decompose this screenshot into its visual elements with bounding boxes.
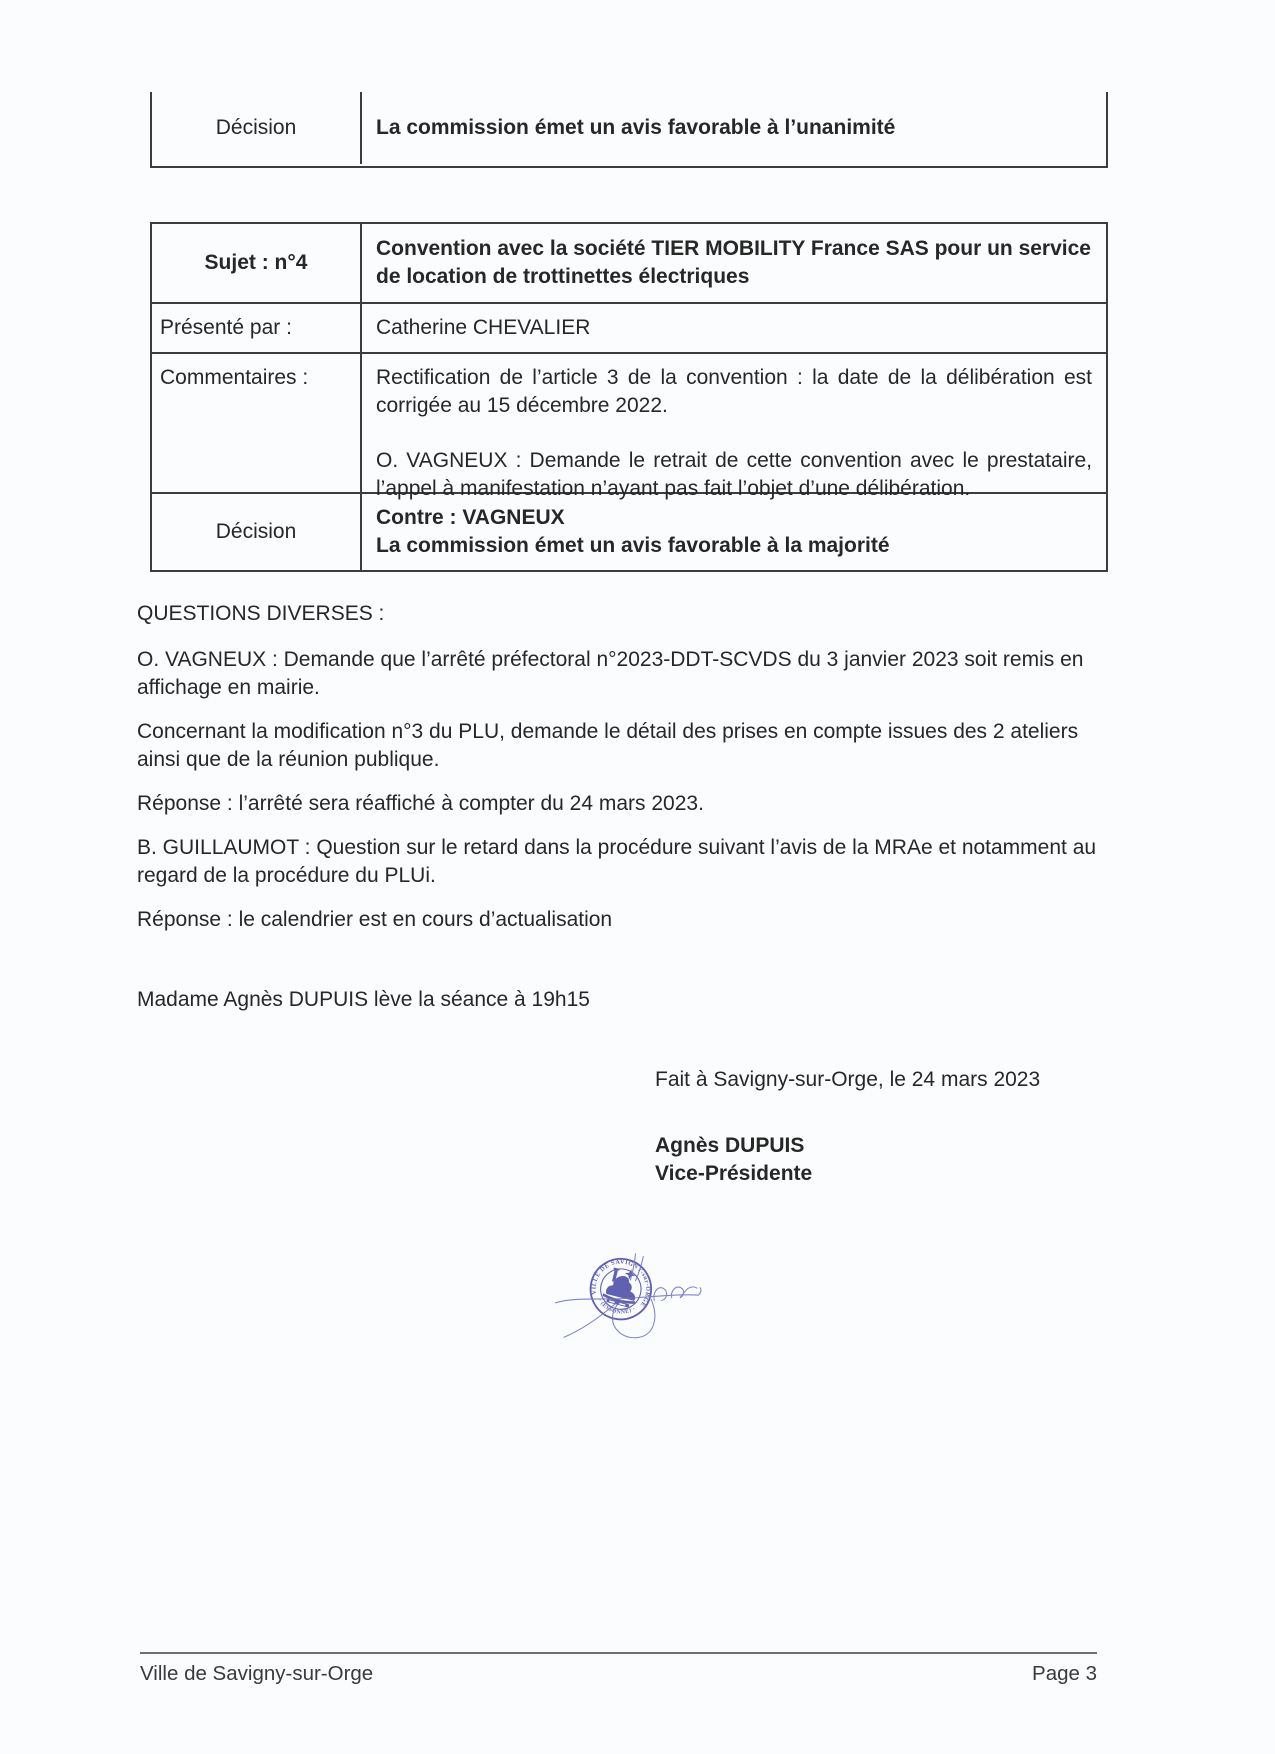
decision-label-cell: Décision xyxy=(152,92,362,164)
decision-against-line: Contre : VAGNEUX xyxy=(376,506,565,529)
footer-city-name: Ville de Savigny-sur-Orge xyxy=(140,1662,374,1685)
footer xyxy=(140,1660,1097,1688)
footer-divider xyxy=(140,1652,1097,1654)
paragraph-reponse-calendrier: Réponse : le calendrier est en cours d’actualisation xyxy=(137,908,613,931)
stamp-text-bottom: - (ESSONNE) - xyxy=(596,1297,637,1316)
paragraph-reponse-arrete: Réponse : l’arrêté sera réaffiché à compter du 24 mars 2023. xyxy=(137,792,704,815)
table-row-comments xyxy=(152,352,1106,500)
place-date-line: Fait à Savigny-sur-Orge, le 24 mars 2023 xyxy=(655,1068,1041,1091)
subject-label-cell: Sujet : n°4 xyxy=(152,224,362,302)
table-row xyxy=(152,92,1106,164)
paragraph-seance-levee: Madame Agnès DUPUIS lève la séance à 19h15 xyxy=(137,988,590,1011)
subject-value-cell: Convention avec la société TIER MOBILITY France SAS pour un service de location de trottinettes électriques xyxy=(376,237,1091,288)
decision-value-cell xyxy=(362,494,1106,570)
decision-label-cell: Décision xyxy=(152,494,362,570)
comments-paragraph-2: O. VAGNEUX : Demande le retrait de cette convention avec le prestataire, l’appel à manifestation n’ayant pas fait l’objet d’une délibération. xyxy=(376,449,1092,500)
comments-paragraph-1: Rectification de l’article 3 de la convention : la date de la délibération est corrigée au 15 décembre 2022. xyxy=(376,366,1092,417)
subject-table xyxy=(150,222,1108,572)
decision-result-line: La commission émet un avis favorable à la majorité xyxy=(376,534,890,557)
paragraph-vagneux-arrete: O. VAGNEUX : Demande que l’arrêté préfectoral n°2023-DDT-SCVDS du 3 janvier 2023 soit remis en affichage en mairie. xyxy=(137,648,1084,699)
paragraph-plu-modification: Concernant la modification n°3 du PLU, demande le détail des prises en compte issues des 2 ateliers ainsi que de la réunion publique. xyxy=(137,720,1079,771)
paragraph-guillaumot: B. GUILLAUMOT : Question sur le retard dans la procédure suivant l’avis de la MRAe et notamment au regard de la procédure du PLUi. xyxy=(137,836,1097,887)
questions-heading: QUESTIONS DIVERSES : xyxy=(137,602,385,625)
comments-label-cell: Commentaires : xyxy=(152,354,362,492)
presented-by-value-cell: Catherine CHEVALIER xyxy=(376,316,591,339)
presented-by-label-cell: Présenté par : xyxy=(152,304,362,352)
signatory-name: Agnès DUPUIS xyxy=(655,1134,805,1157)
comments-value-cell xyxy=(362,354,1106,500)
table-row-decision xyxy=(152,492,1106,570)
table-row-presented-by xyxy=(152,302,1106,352)
municipal-stamp-and-signature xyxy=(520,1150,960,1430)
signatory-title: Vice-Présidente xyxy=(655,1162,813,1185)
stamp-seal-icon xyxy=(584,1252,657,1326)
footer-page-number: Page 3 xyxy=(1032,1662,1097,1685)
decision-value-cell: La commission émet un avis favorable à l’unanimité xyxy=(376,116,896,139)
decision-table-top xyxy=(150,92,1108,168)
stamp-text-top: VILLE DE SAVIGNY-sur-ORGE xyxy=(590,1258,652,1309)
table-row-subject xyxy=(152,224,1106,302)
